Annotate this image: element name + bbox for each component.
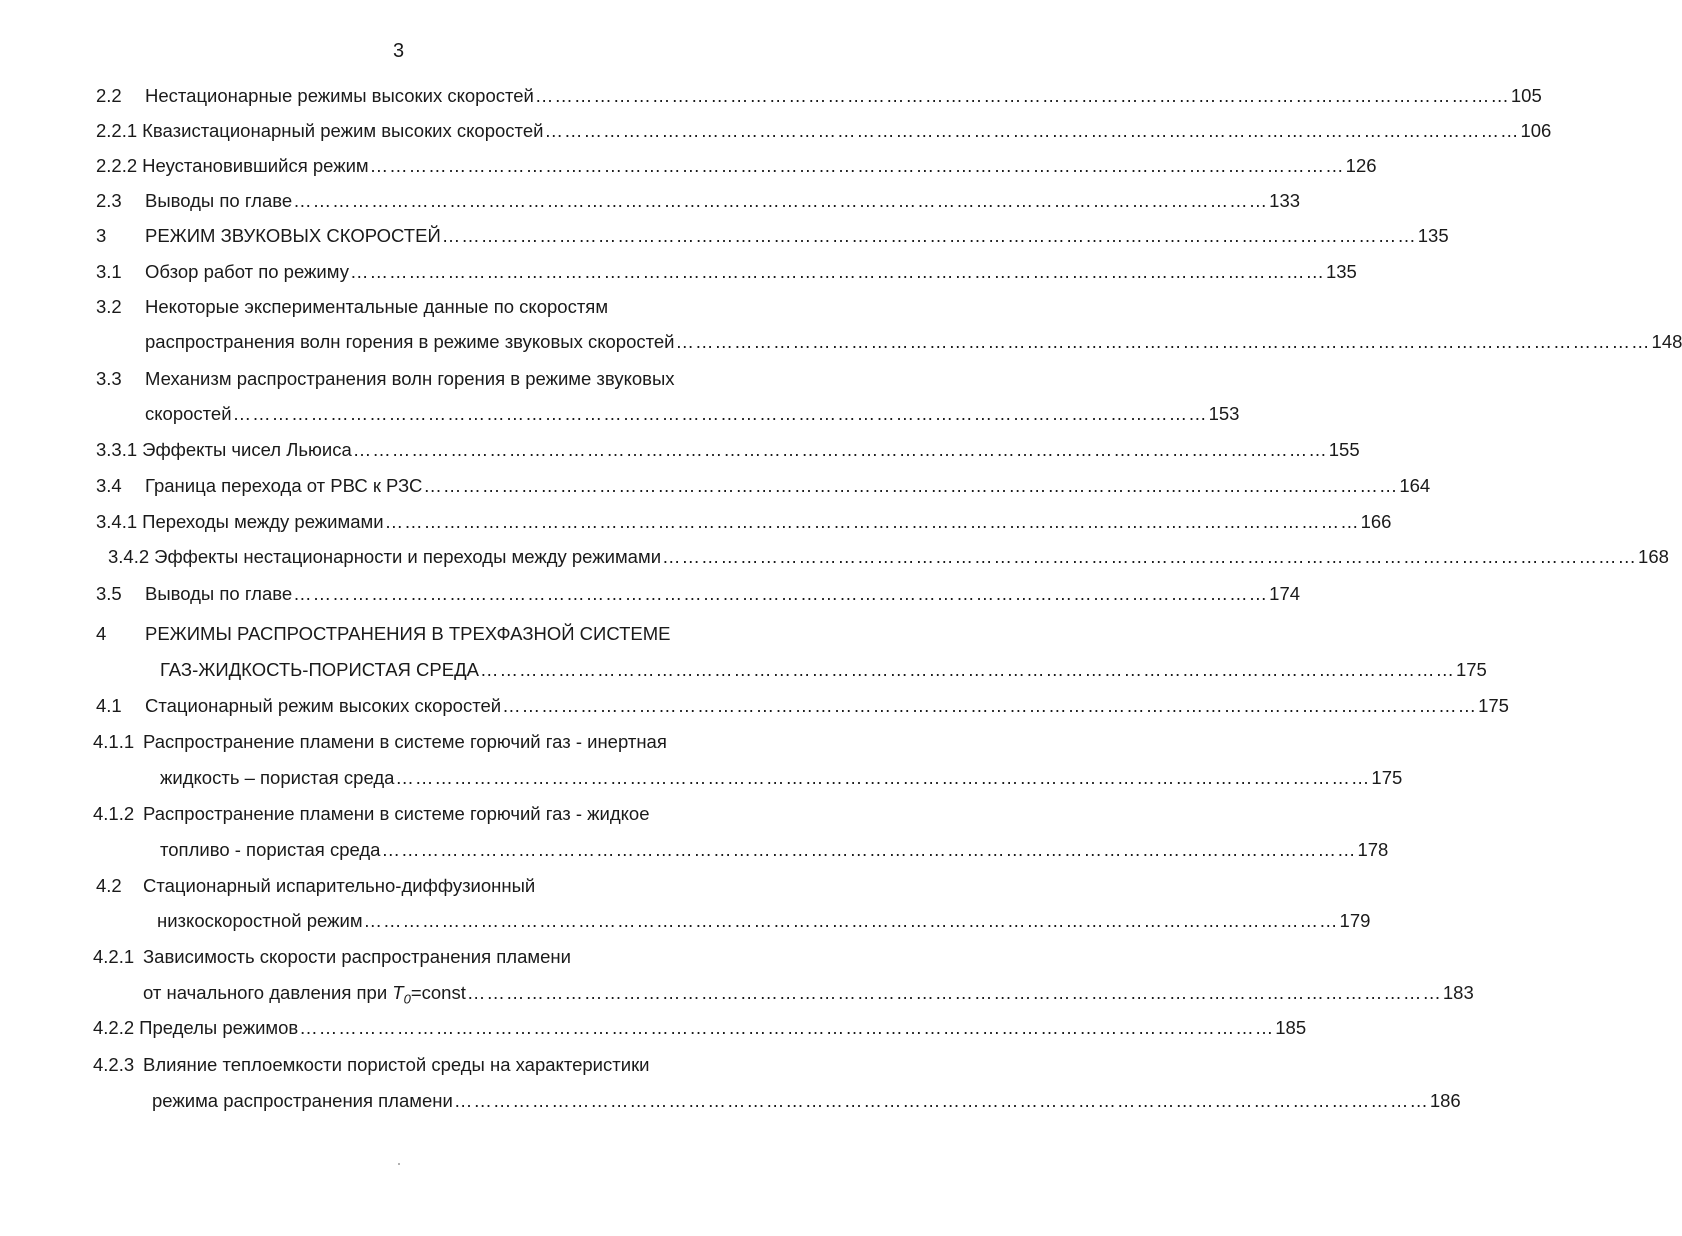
toc-number: 2.3 [96, 190, 122, 211]
toc-leader: …………………………………………………………………………………………………………………………………… [381, 839, 1357, 860]
toc-entry [0, 1050, 797, 1080]
toc-leader: …………………………………………………………………………………………………………………………………… [293, 190, 1269, 211]
toc-page: 179 [1339, 910, 1371, 931]
toc-page: 105 [1510, 85, 1542, 106]
toc-title: Выводы по главе [145, 190, 293, 211]
toc-title-continuation: режима распространения пламени [152, 1090, 453, 1111]
toc-leader: …………………………………………………………………………………………………………………………………… [453, 1090, 1429, 1111]
math-variable: $T_0$ [392, 982, 411, 1007]
toc-number: 4.1.2 [93, 803, 135, 824]
toc-page: 106 [1520, 120, 1552, 141]
toc-number: 3 [96, 225, 107, 246]
toc-number: 3.4.2 [108, 546, 150, 567]
toc-title: Стационарный испарительно-диффузионный [143, 875, 536, 896]
toc-page: 186 [1429, 1090, 1461, 1111]
toc-entry [0, 81, 1542, 111]
toc-page: 175 [1455, 659, 1487, 680]
toc-number: 4.2.1 [93, 946, 135, 967]
toc-entry [0, 691, 1509, 721]
toc-number: 3.5 [96, 583, 122, 604]
toc-leader: …………………………………………………………………………………………………………………………………… [369, 155, 1345, 176]
toc-page: 168 [1638, 546, 1669, 567]
toc-title: Переходы между режимами [142, 511, 384, 532]
toc-page: 126 [1345, 155, 1377, 176]
toc-entry-continuation [0, 835, 1389, 865]
scan-speck [398, 1163, 400, 1165]
toc-title: Распространение пламени в системе горючий газ - инертная [143, 731, 667, 752]
toc-entry-continuation [0, 1086, 1461, 1116]
toc-page: 135 [1417, 225, 1449, 246]
toc-title: Эффекты чисел Льюиса [142, 439, 352, 460]
toc-title: Распространение пламени в системе горючий газ - жидкое [143, 803, 650, 824]
toc-entry-continuation [0, 655, 1487, 685]
toc-title: Стационарный режим высоких скоростей [145, 695, 502, 716]
toc-entry [0, 151, 1377, 181]
toc-leader: …………………………………………………………………………………………………………………………………… [384, 511, 1360, 532]
toc-title: Граница перехода от РВС к РЗС [145, 475, 423, 496]
toc-entry [0, 942, 797, 972]
toc-number: 3.4.1 [96, 511, 138, 532]
toc-page: 135 [1325, 261, 1357, 282]
toc-entry [0, 435, 1360, 465]
toc-title: Зависимость скорости распространения пламени [143, 946, 571, 967]
toc-number: 2.2.2 [96, 155, 138, 176]
toc-page: 183 [1442, 982, 1474, 1003]
toc-page: 166 [1360, 511, 1392, 532]
toc-entry [0, 364, 797, 394]
toc-number: 3.4 [96, 475, 122, 496]
toc-page: 174 [1269, 583, 1301, 604]
toc-number: 3.3.1 [96, 439, 138, 460]
toc-title-continuation: топливо - пористая среда [160, 839, 381, 860]
toc-number: 4.1.1 [93, 731, 135, 752]
toc-title-continuation: скоростей [145, 403, 232, 424]
toc-entry-continuation [0, 906, 1371, 936]
toc-page: 153 [1208, 403, 1240, 424]
toc-leader: …………………………………………………………………………………………………………………………………… [395, 767, 1371, 788]
toc-leader: …………………………………………………………………………………………………………………………………… [299, 1017, 1275, 1038]
toc-entry [0, 579, 1301, 609]
toc-leader: …………………………………………………………………………………………………………………………………… [502, 695, 1478, 716]
toc-leader: …………………………………………………………………………………………………………………………………… [232, 403, 1208, 424]
toc-leader: …………………………………………………………………………………………………………………………………… [441, 225, 1417, 246]
math-constant: =const [410, 982, 466, 1003]
toc-title: Неустановившийся режим [142, 155, 369, 176]
toc-entry [0, 221, 1449, 251]
toc-page: 175 [1478, 695, 1509, 716]
toc-entry [0, 799, 797, 829]
page-number: 3 [392, 40, 405, 62]
toc-entry [0, 542, 1669, 572]
toc-page: 175 [1371, 767, 1403, 788]
toc-title: Влияние теплоемкости пористой среды на характеристики [143, 1054, 650, 1075]
toc-title-continuation: жидкость – пористая среда [160, 767, 395, 788]
toc-leader: …………………………………………………………………………………………………………………………………… [349, 261, 1325, 282]
toc-leader: …………………………………………………………………………………………………………………………………… [675, 331, 1651, 352]
toc-title: Механизм распространения волн горения в режиме звуковых [145, 368, 675, 389]
toc-leader: …………………………………………………………………………………………………………………………………… [534, 85, 1510, 106]
toc-entry-continuation [0, 763, 1403, 793]
toc-number: 4 [96, 623, 107, 644]
toc-entry [0, 471, 1431, 501]
toc-number: 2.2.1 [96, 120, 138, 141]
toc-leader: …………………………………………………………………………………………………………………………………… [466, 982, 1442, 1003]
toc-page: 164 [1399, 475, 1431, 496]
toc-page: 185 [1275, 1017, 1307, 1038]
toc-title: Пределы режимов [139, 1017, 299, 1038]
toc-title-continuation: распространения волн горения в режиме звуковых скоростей [145, 331, 675, 352]
toc-number: 4.2.3 [93, 1054, 135, 1075]
toc-entry [0, 727, 797, 757]
toc-number: 3.2 [96, 296, 122, 317]
toc-number: 4.2 [96, 875, 122, 896]
toc-entry [0, 116, 1552, 146]
toc-entry [0, 619, 797, 649]
toc-leader: …………………………………………………………………………………………………………………………………… [479, 659, 1455, 680]
toc-leader: …………………………………………………………………………………………………………………………………… [293, 583, 1269, 604]
toc-entry [0, 257, 1357, 287]
toc-leader: …………………………………………………………………………………………………………………………………… [544, 120, 1520, 141]
toc-entry-continuation [0, 399, 1240, 429]
toc-entry [0, 507, 1392, 537]
toc-title: Нестационарные режимы высоких скоростей [145, 85, 534, 106]
toc-page: 133 [1269, 190, 1301, 211]
toc-title: РЕЖИМ ЗВУКОВЫХ СКОРОСТЕЙ [145, 225, 441, 246]
toc-entry-continuation [0, 327, 1682, 357]
toc-title: Некоторые экспериментальные данные по скоростям [145, 296, 609, 317]
toc-title: РЕЖИМЫ РАСПРОСТРАНЕНИЯ В ТРЕХФАЗНОЙ СИСТЕМЕ [145, 623, 671, 644]
toc-leader: …………………………………………………………………………………………………………………………………… [423, 475, 1399, 496]
toc-page: 148 [1651, 331, 1682, 352]
toc-title-continuation: низкоскоростной режим [157, 910, 363, 931]
toc-title: Эффекты нестационарности и переходы между режимами [154, 546, 662, 567]
toc-title: Квазистационарный режим высоких скоростей [142, 120, 544, 141]
toc-title-continuation: ГАЗ-ЖИДКОСТЬ-ПОРИСТАЯ СРЕДА [160, 659, 479, 680]
toc-entry [0, 292, 797, 322]
toc-title: Выводы по главе [145, 583, 293, 604]
toc-page: 178 [1357, 839, 1389, 860]
toc-entry [0, 1013, 1307, 1043]
toc-number: 3.1 [96, 261, 122, 282]
toc-number: 4.2.2 [93, 1017, 135, 1038]
toc-leader: …………………………………………………………………………………………………………………………………… [662, 546, 1638, 567]
toc-leader: …………………………………………………………………………………………………………………………………… [363, 910, 1339, 931]
toc-entry-continuation [0, 978, 1474, 1008]
toc-entry [0, 871, 797, 901]
toc-number: 4.1 [96, 695, 122, 716]
toc-title: Обзор работ по режиму [145, 261, 349, 282]
toc-title-continuation: от начального давления при [143, 982, 393, 1003]
toc-number: 2.2 [96, 85, 122, 106]
toc-page: 155 [1328, 439, 1360, 460]
toc-entry [0, 186, 1301, 216]
toc-leader: …………………………………………………………………………………………………………………………………… [352, 439, 1328, 460]
toc-number: 3.3 [96, 368, 122, 389]
